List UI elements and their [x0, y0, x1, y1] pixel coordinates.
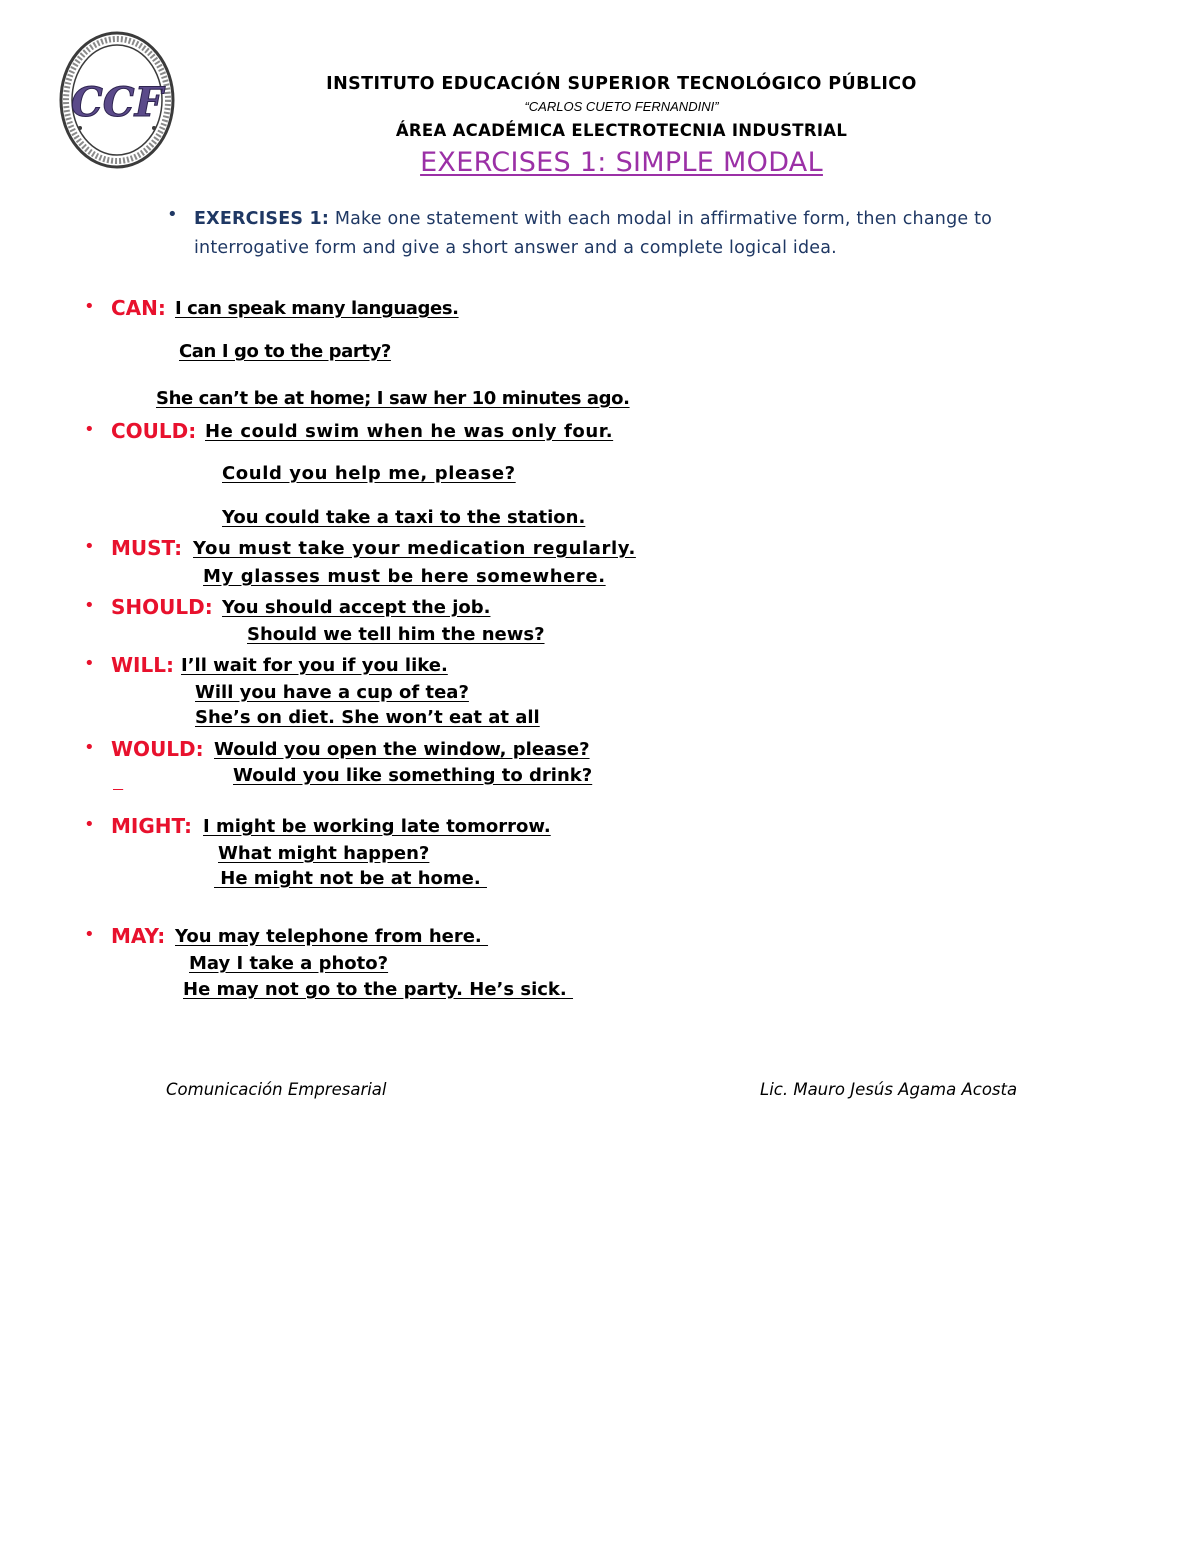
example-line: Would you open the window, please?	[214, 739, 590, 760]
instructions	[194, 205, 1054, 263]
instructions-bullet: •	[167, 204, 178, 225]
modal-label-can: CAN:	[111, 296, 166, 320]
example-line: He could swim when he was only four.	[205, 421, 614, 442]
example-line: My glasses must be here somewhere.	[203, 566, 606, 587]
bullet-should: •	[84, 595, 95, 616]
bullet-may: •	[84, 924, 95, 945]
footer-author: Lic. Mauro Jesús Agama Acosta	[760, 1080, 1018, 1099]
institution-name: INSTITUTO EDUCACIÓN SUPERIOR TECNOLÓGICO PÚBLICO	[326, 74, 917, 94]
example-line: I’ll wait for you if you like.	[181, 655, 448, 676]
modal-label-must: MUST:	[111, 536, 183, 560]
example-line: What might happen?	[218, 843, 430, 864]
logo-monogram: CCF	[70, 79, 164, 126]
example-line: Could you help me, please?	[222, 463, 516, 484]
example-line: You may telephone from here.	[175, 926, 489, 947]
example-line: She’s on diet. She won’t eat at all	[195, 707, 540, 728]
modal-label-will: WILL:	[111, 653, 174, 677]
example-line: He might not be at home.	[214, 868, 487, 889]
page-title: EXERCISES 1: SIMPLE MODAL	[420, 147, 823, 178]
example-line: She can’t be at home; I saw her 10 minutes ago.	[156, 388, 630, 409]
example-line: Would you like something to drink?	[233, 765, 593, 786]
institution-subtitle: “CARLOS CUETO FERNANDINI”	[524, 99, 719, 114]
modal-label-might: MIGHT:	[111, 814, 193, 838]
example-line: I can speak many languages.	[175, 298, 459, 319]
example-line: He may not go to the party. He’s sick.	[183, 979, 574, 1000]
modal-label-should: SHOULD:	[111, 595, 213, 619]
example-line: You could take a taxi to the station.	[222, 507, 586, 528]
academic-area: ÁREA ACADÉMICA ELECTROTECNIA INDUSTRIAL	[395, 121, 848, 140]
modal-label-would: WOULD:	[111, 737, 204, 761]
bullet-could: •	[84, 419, 95, 440]
instructions-text: Make one statement with each modal in affirmative form, then change to interrogative form and give a short answer and a complete logical idea.	[194, 209, 993, 258]
modal-label-could: COULD:	[111, 419, 197, 443]
bullet-would: •	[84, 737, 95, 758]
example-line: Will you have a cup of tea?	[195, 682, 469, 703]
underline-dash	[113, 773, 123, 792]
bullet-will: •	[84, 653, 95, 674]
bullet-must: •	[84, 536, 95, 557]
footer-course: Comunicación Empresarial	[166, 1080, 387, 1099]
example-line: Can I go to the party?	[179, 341, 391, 362]
instructions-label: EXERCISES 1:	[194, 209, 330, 229]
modal-label-may: MAY:	[111, 924, 166, 948]
example-line: You should accept the job.	[222, 597, 491, 618]
example-line: I might be working late tomorrow.	[203, 816, 551, 837]
example-line: You must take your medication regularly.	[193, 538, 636, 559]
example-line: May I take a photo?	[189, 953, 389, 974]
bullet-might: •	[84, 814, 95, 835]
bullet-can: •	[84, 296, 95, 317]
example-line: Should we tell him the news?	[247, 624, 545, 645]
